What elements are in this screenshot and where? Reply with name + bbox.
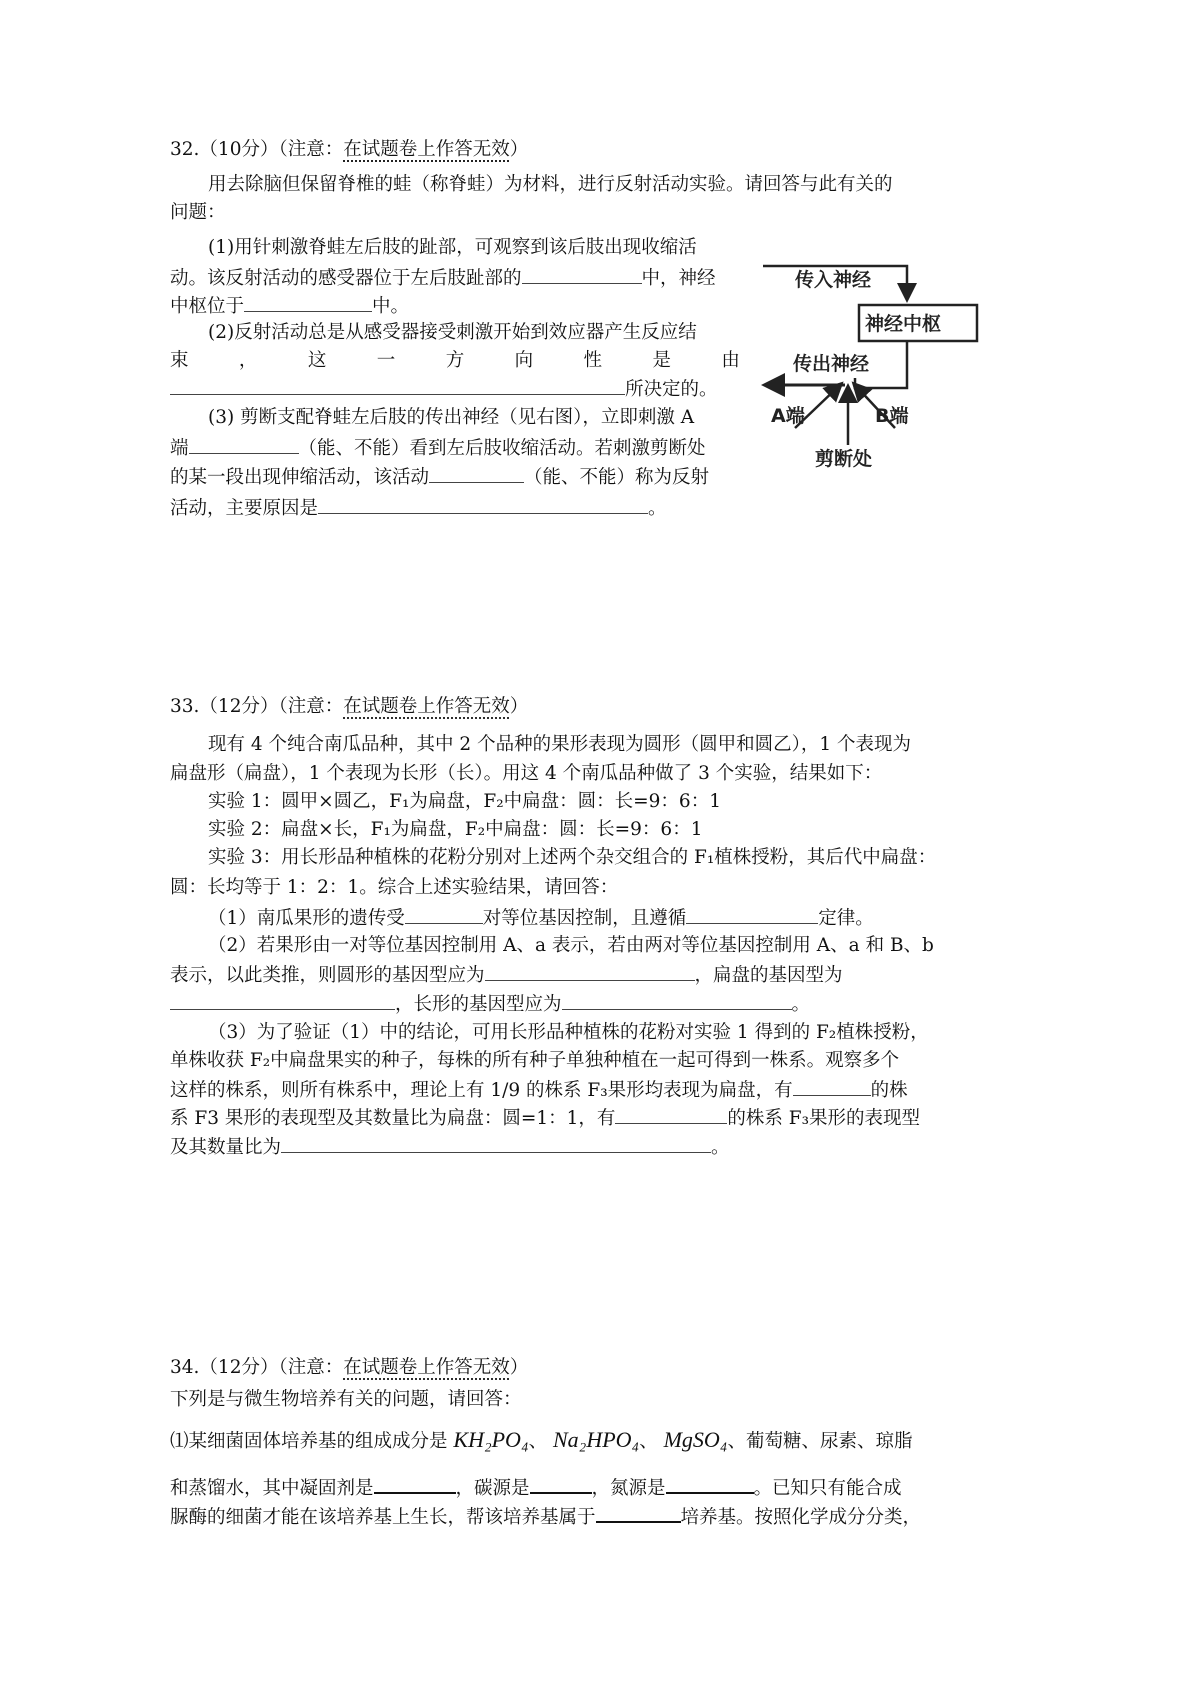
formula-mgso4: MgSO₄ [663, 1427, 728, 1452]
text: 表示，以此类推，则圆形的基因型应为 [170, 965, 485, 986]
q32-intro: 用去除脑但保留脊椎的蛙（称脊蛙）为材料，进行反射活动实验。请回答与此有关的 [208, 174, 893, 195]
answer-blank[interactable] [522, 265, 642, 284]
center-label: 神经中枢 [865, 313, 942, 335]
answer-blank[interactable] [562, 991, 792, 1010]
q32-part2-line2 [170, 348, 740, 374]
text: （能、不能）看到左后肢收缩活动。若刺激剪断处 [298, 438, 706, 459]
char: 一 [376, 350, 396, 371]
q32-part3-line4 [170, 495, 667, 522]
q34-part1-line2 [170, 1474, 902, 1502]
q32-intro-2: 问题： [170, 202, 226, 223]
text: ，碳源是 [455, 1478, 530, 1499]
q33-part2: （2）若果形由一对等位基因控制用 A、a 表示，若由两对等位基因控制用 A、a 和 B、b [208, 935, 934, 956]
char: 是 [652, 350, 671, 371]
answer-blank[interactable] [244, 293, 372, 312]
text: 对等位基因控制，且遵循 [482, 908, 687, 929]
text: 。 [648, 498, 667, 519]
reflex-arc-diagram [755, 260, 1025, 510]
answer-blank[interactable] [374, 1474, 456, 1494]
char: 这 [307, 350, 327, 371]
q32-part2: (2)反射活动总是从感受器接受刺激开始到效应器产生反应结 [208, 322, 697, 343]
answer-blank[interactable] [318, 495, 648, 514]
text: 中。 [372, 296, 410, 317]
answer-blank[interactable] [405, 905, 483, 924]
text: 所决定的。 [625, 379, 718, 400]
q32-part3-line2 [170, 435, 706, 462]
answer-blank[interactable] [596, 1503, 681, 1523]
text: 和蒸馏水，其中凝固剂是 [170, 1478, 374, 1499]
q32-part1: (1)用针刺激脊蛙左后肢的趾部，可观察到该后肢出现收缩活 [208, 237, 697, 258]
q33-part2-line2 [170, 962, 843, 989]
q33-part3-line2: 单株收获 F₂中扁盘果实的种子，每株的所有种子单独种植在一起可得到一株系。观察多个 [170, 1050, 900, 1071]
answer-blank[interactable] [429, 464, 524, 483]
text: 。 [791, 994, 811, 1015]
char: 方 [445, 350, 465, 371]
text: 的株系 F₃果形的表现型 [727, 1108, 921, 1129]
q33-close: ） [509, 696, 529, 717]
afferent-label: 传入神经 [795, 269, 872, 291]
q34-part1 [170, 1427, 912, 1455]
q33-part3-line4 [170, 1105, 920, 1132]
q33-part2-line3 [170, 991, 810, 1018]
q32-part3: (3) 剪断支配脊蛙左后肢的传出神经（见右图），立即刺激 A [208, 407, 695, 428]
q32-close: ） [509, 139, 529, 160]
q33-score: 33.（12分）（注意： [170, 696, 344, 717]
text: （能、不能）称为反射 [524, 467, 710, 488]
text: 这样的株系，则所有株系中，理论上有 1/9 的株系 F₃果形均表现为扁盘，有 [170, 1080, 793, 1101]
text: ，氮源是 [591, 1478, 666, 1499]
char: ， [238, 350, 258, 371]
text: 、葡萄糖、尿素、琼脂 [727, 1431, 913, 1452]
q34-close: ） [509, 1357, 529, 1378]
q33-part3: （3）为了验证（1）中的结论，可用长形品种植株的花粉对实验 1 得到的 F₂植株授粉， [208, 1022, 929, 1043]
q32-part2-line3 [170, 376, 718, 403]
b-end-label: B端 [875, 405, 909, 427]
text: ，长形的基因型应为 [395, 994, 562, 1015]
q32-part3-line3 [170, 464, 709, 491]
q34-score: 34.（12分）（注意： [170, 1357, 344, 1378]
q33-part3-line5 [170, 1134, 730, 1161]
char: 由 [721, 350, 740, 371]
text: 脲酶的细菌才能在该培养基上生长，帮该培养基属于 [170, 1507, 596, 1528]
answer-blank[interactable] [666, 1474, 754, 1494]
answer-blank[interactable] [189, 435, 299, 454]
text: （1）南瓜果形的遗传受 [208, 908, 405, 929]
text: 中枢位于 [170, 296, 245, 317]
text: 及其数量比为 [170, 1137, 282, 1158]
text: 活动，主要原因是 [170, 498, 319, 519]
text: 端 [170, 438, 189, 459]
text: 定律。 [818, 908, 874, 929]
q32-part1-line2 [170, 265, 716, 292]
text: 动。该反射活动的感受器位于左后肢趾部的 [170, 268, 522, 289]
q33-note: 在试题卷上作答无效 [343, 696, 510, 717]
q33-part1 [208, 905, 874, 932]
q34-intro: 下列是与微生物培养有关的问题，请回答： [170, 1389, 522, 1410]
formula-na2hpo4: Na₂HPO₄ [553, 1427, 640, 1452]
q33-intro: 现有 4 个纯合南瓜品种，其中 2 个品种的果形表现为圆形（圆甲和圆乙），1 个表现为 [208, 734, 911, 755]
text: 、 [528, 1431, 548, 1452]
efferent-label: 传出神经 [793, 353, 870, 375]
q33-experiment-3-cont: 圆：长均等于 1：2：1。综合上述实验结果，请回答： [170, 877, 619, 898]
q32-part1-line3 [170, 293, 409, 320]
text: 培养基。按照化学成分分类， [680, 1507, 922, 1528]
a-end-label: A端 [771, 405, 805, 427]
q34-header [170, 1355, 528, 1381]
text: 的某一段出现伸缩活动，该活动 [170, 467, 430, 488]
answer-blank[interactable] [615, 1105, 727, 1124]
text: 中，神经 [641, 268, 716, 289]
text: ，扁盘的基因型为 [694, 965, 843, 986]
text: ⑴某细菌固体培养基的组成成分是 [170, 1431, 448, 1452]
answer-blank[interactable] [170, 376, 625, 395]
q33-experiment-3: 实验 3：用长形品种植株的花粉分别对上述两个杂交组合的 F₁植株授粉，其后代中扁盘： [208, 847, 937, 868]
answer-blank[interactable] [793, 1077, 871, 1096]
char: 束 [170, 350, 189, 371]
q33-intro-2: 扁盘形（扁盘），1 个表现为长形（长）。用这 4 个南瓜品种做了 3 个实验，结果如下： [170, 763, 883, 784]
q33-experiment-2: 实验 2：扁盘×长，F₁为扁盘，F₂中扁盘：圆：长=9：6：1 [208, 819, 703, 840]
answer-blank[interactable] [686, 905, 818, 924]
text: 的株 [870, 1080, 908, 1101]
char: 向 [514, 350, 534, 371]
cut-label: 剪断处 [815, 448, 873, 470]
q34-part1-line3 [170, 1503, 921, 1531]
answer-blank[interactable] [485, 962, 695, 981]
q34-note: 在试题卷上作答无效 [343, 1357, 510, 1378]
q33-experiment-1: 实验 1：圆甲×圆乙，F₁为扁盘，F₂中扁盘：圆：长=9：6：1 [208, 791, 721, 812]
q32-header [170, 137, 528, 163]
answer-blank[interactable] [530, 1474, 592, 1494]
text: 、 [639, 1431, 658, 1452]
q33-header [170, 694, 528, 720]
q32-note: 在试题卷上作答无效 [343, 139, 510, 160]
q32-score: 32.（10分）（注意： [170, 139, 344, 160]
text: 系 F3 果形的表现型及其数量比为扁盘：圆=1：1，有 [170, 1108, 616, 1129]
answer-blank[interactable] [170, 991, 395, 1010]
answer-blank[interactable] [281, 1134, 711, 1153]
char: 性 [583, 350, 603, 371]
q33-part3-line3 [170, 1077, 908, 1104]
text: 。已知只有能合成 [753, 1478, 902, 1499]
text: 。 [711, 1137, 730, 1158]
formula-kh2po4: KH₂PO₄ [453, 1427, 529, 1452]
